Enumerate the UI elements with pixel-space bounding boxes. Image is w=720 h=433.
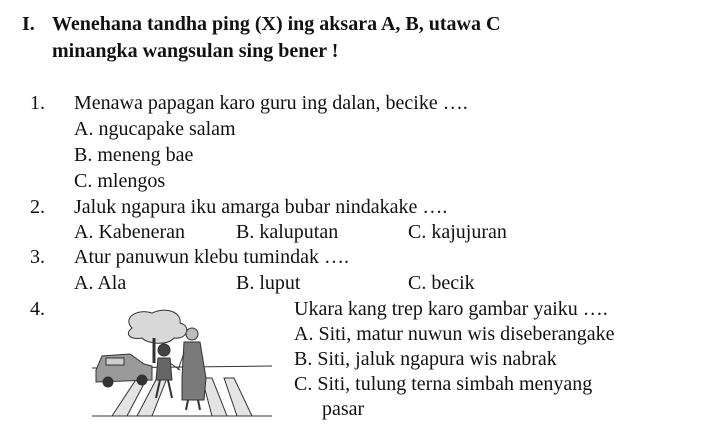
section-number: I. xyxy=(22,13,35,35)
instruction-line-2: minangka wangsulan sing bener ! xyxy=(52,40,339,62)
question-3-option-b[interactable]: B. luput xyxy=(236,272,301,294)
question-4-number: 4. xyxy=(30,298,45,320)
question-2-option-c[interactable]: C. kajujuran xyxy=(408,221,507,243)
crossing-illustration xyxy=(92,308,272,418)
question-3-number: 3. xyxy=(30,246,45,268)
question-3-option-c[interactable]: C. becik xyxy=(408,272,475,294)
instruction-line-1: Wenehana tandha ping (X) ing aksara A, B, utawa C xyxy=(52,13,501,35)
question-1-option-c[interactable]: C. mlengos xyxy=(74,170,166,192)
question-2-option-b[interactable]: B. kaluputan xyxy=(236,221,339,243)
question-2-option-a[interactable]: A. Kabeneran xyxy=(74,221,186,243)
question-1-option-b[interactable]: B. meneng bae xyxy=(74,144,194,166)
question-4-option-c-continued: pasar xyxy=(322,398,365,420)
question-3-text: Atur panuwun klebu tumindak …. xyxy=(74,246,349,268)
question-1-text: Menawa papagan karo guru ing dalan, becike …. xyxy=(74,92,468,114)
question-3-option-a[interactable]: A. Ala xyxy=(74,272,127,294)
question-4-option-a[interactable]: A. Siti, matur nuwun wis diseberangake xyxy=(294,323,615,345)
question-1-number: 1. xyxy=(30,92,45,114)
question-1-option-a[interactable]: A. ngucapake salam xyxy=(74,118,236,140)
question-2-number: 2. xyxy=(30,196,45,218)
question-4-text: Ukara kang trep karo gambar yaiku …. xyxy=(294,298,608,320)
question-4-option-b[interactable]: B. Siti, jaluk ngapura wis nabrak xyxy=(294,348,557,370)
question-4-option-c[interactable]: C. Siti, tulung terna simbah menyang xyxy=(294,373,593,395)
question-2-text: Jaluk ngapura iku amarga bubar nindakake …. xyxy=(74,196,448,218)
